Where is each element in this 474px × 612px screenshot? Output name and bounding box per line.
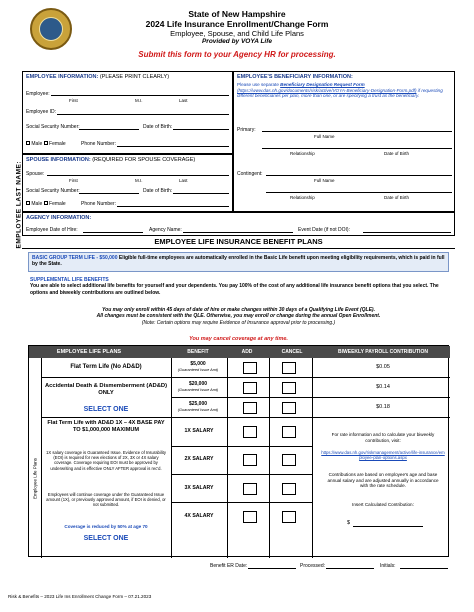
- cancel-checkbox-3x[interactable]: [282, 483, 296, 495]
- salary-option-2x: 2X SALARY: [184, 456, 214, 462]
- contribution-basis-text: Contributions are based on employee's age and base annual salary and are adjusted annually in accordance with the rate schedule.: [327, 472, 439, 489]
- contingent-details-field[interactable]: [266, 192, 452, 193]
- spouse-name-label: Spouse:: [26, 171, 45, 177]
- cancel-checkbox-4x[interactable]: [282, 511, 296, 523]
- calculated-contribution-label: Insert Calculated Contribution:: [352, 502, 414, 507]
- basic-life-label: BASIC GROUP TERM LIFE - $50,000: [32, 255, 118, 261]
- employee-ssn-label: Social Security Number:: [26, 124, 80, 130]
- salary-option-1x: 1X SALARY: [184, 428, 214, 434]
- employee-phone-field[interactable]: [117, 146, 229, 147]
- employee-dob-field[interactable]: [173, 129, 229, 130]
- spouse-first-caption: First: [69, 178, 78, 183]
- primary-dob-caption: Date of Birth: [384, 151, 410, 156]
- female-label: Female: [49, 141, 66, 147]
- enrollment-rule-1: You may only enroll within 45 days of date of hire or make changes within 30 days of a Qualifying Life Event (QLE).: [102, 307, 375, 313]
- last-caption: Last: [179, 98, 188, 103]
- supplemental-label: SUPPLEMENTAL LIFE BENEFITS: [30, 277, 109, 283]
- spouse-dob-field[interactable]: [173, 193, 229, 194]
- rate-info-link[interactable]: https://www.das.nh.gov/riskmanagement/active/life-insurance/employee-plan-options.aspx: [321, 450, 445, 461]
- employee-dob-label: Date of Birth:: [143, 124, 173, 130]
- add-checkbox-2x[interactable]: [243, 454, 257, 466]
- spouse-ssn-label: Social Security Number:: [26, 188, 80, 194]
- cancel-checkbox-flat-term[interactable]: [282, 362, 296, 374]
- employee-name-label: Employee:: [26, 91, 50, 97]
- life-plans-table: [28, 345, 449, 557]
- event-date-label: Event Date (if not DOI):: [298, 227, 350, 233]
- select-one-salary: SELECT ONE: [83, 535, 129, 542]
- contingent-name-field[interactable]: [266, 175, 452, 176]
- spouse-name-field[interactable]: [47, 175, 229, 176]
- salary-plan-title: Flat Term Life with AD&D 1X – 4X BASE PAY TO $1,000,000 MAXIMUM: [47, 420, 165, 433]
- salary-option-3x: 3X SALARY: [184, 485, 214, 491]
- supplemental-section: [30, 277, 448, 296]
- processed-label: Processed:: [300, 563, 326, 569]
- add-checkbox-add-20000[interactable]: [243, 382, 257, 394]
- agency-name-field[interactable]: [183, 232, 293, 233]
- benefit-20000: $20,000: [188, 381, 208, 387]
- contingent-relationship-caption: Relationship: [290, 195, 315, 200]
- employee-info-note: (PLEASE PRINT CLEARLY): [99, 74, 170, 80]
- agency-heading: AGENCY INFORMATION:: [26, 215, 92, 221]
- spouse-phone-label: Phone Number:: [81, 201, 117, 207]
- salary-continuation-description: Employees will continue coverage under the Guaranteed Issue amount (1X), or previously approved amount, if EOI is denied, or not submitted.: [46, 492, 166, 508]
- employee-name-field[interactable]: [51, 95, 229, 96]
- benefit-er-date-field[interactable]: [248, 568, 296, 569]
- event-date-field[interactable]: [363, 232, 451, 233]
- cancel-checkbox-add-25000[interactable]: [282, 402, 296, 414]
- form-subtitle: Employee, Spouse, and Child Life Plans: [170, 29, 304, 38]
- cancel-checkbox-add-20000[interactable]: [282, 382, 296, 394]
- beneficiary-heading: EMPLOYEE'S BENEFICIARY INFORMATION:: [237, 74, 353, 80]
- mi-caption: M.I.: [135, 98, 143, 103]
- contingent-label: Contingent:: [237, 171, 263, 177]
- cancel-checkbox-2x[interactable]: [282, 454, 296, 466]
- processed-field[interactable]: [326, 568, 374, 569]
- spouse-mi-caption: M.I.: [135, 178, 143, 183]
- guaranteed-note: (Guaranteed Issue Amt): [177, 368, 219, 372]
- primary-full-name-caption: Full Name: [314, 134, 335, 139]
- form-title-state: State of New Hampshire: [188, 9, 286, 19]
- basic-life-text: Eligible full-time employees are automatically enrolled in the Basic Life benefit upon meeting eligibility requirements, which is paid in full by the State.: [32, 255, 445, 268]
- rate-info-text: For rate information and to calculate your biweekly contribution, visit:: [331, 432, 435, 443]
- contribution-add-25000: $0.18: [376, 404, 390, 410]
- guaranteed-note: (Guaranteed Issue Amt): [177, 388, 219, 392]
- dollar-sign: $: [347, 520, 351, 526]
- spouse-info-section: [22, 154, 233, 212]
- spouse-info-heading: SPOUSE INFORMATION:: [26, 157, 91, 163]
- beneficiary-text-a: Please use separate: [237, 82, 279, 87]
- salary-eoi-description: 1X salary coverage is Guaranteed Issue. Evidence of Insurability (EOI) is required for new elections of 2X, 3X or 4X salary coverage. Coverage requiring EOI must be approved by underwriting and is effective ONLY AFTER approval is rec'd.: [46, 450, 166, 471]
- spouse-last-caption: Last: [179, 178, 188, 183]
- initials-label: Initials:: [380, 563, 396, 569]
- employee-phone-label: Phone Number:: [81, 141, 117, 147]
- spouse-dob-label: Date of Birth:: [143, 188, 173, 194]
- submit-instruction: Submit this form to your Agency HR for processing.: [138, 50, 336, 59]
- benefit-er-date-label: Benefit ER Date:: [210, 563, 248, 569]
- add-checkbox-3x[interactable]: [243, 483, 257, 495]
- initials-field[interactable]: [400, 568, 448, 569]
- enrollment-rules: [22, 307, 455, 326]
- spouse-female-checkbox[interactable]: [44, 201, 48, 205]
- contingent-dob-caption: Date of Birth: [384, 195, 410, 200]
- footer-text: Risk & Benefits – 2023 Life Ins Enrollment Change Form – 07.21.2023: [8, 594, 152, 599]
- header-cancel: CANCEL: [272, 349, 312, 355]
- basic-life-banner: [28, 252, 449, 272]
- header-plans: EMPLOYEE LIFE PLANS: [39, 349, 139, 355]
- spouse-ssn-field[interactable]: [79, 193, 139, 194]
- spouse-female-label: Female: [49, 201, 66, 207]
- form-title: 2024 Life Insurance Enrollment/Change Form: [145, 19, 329, 29]
- guaranteed-note: (Guaranteed Issue Amt): [177, 408, 219, 412]
- employee-id-label: Employee ID:: [26, 109, 57, 115]
- benefit-25000: $25,000: [188, 401, 208, 407]
- employee-life-plans-side-label: Employee Life Plans: [32, 457, 38, 500]
- agency-name-label: Agency Name:: [149, 227, 182, 233]
- header-contribution: BIWEEKLY PAYROLL CONTRIBUTION: [319, 349, 447, 355]
- female-checkbox[interactable]: [44, 141, 48, 145]
- spouse-phone-field[interactable]: [117, 206, 229, 207]
- primary-label: Primary:: [237, 127, 256, 133]
- add-checkbox-add-25000[interactable]: [243, 402, 257, 414]
- add-checkbox-flat-term[interactable]: [243, 362, 257, 374]
- contribution-flat-term: $0.05: [376, 364, 390, 370]
- male-label: Male: [31, 141, 43, 147]
- employee-info-section: [22, 71, 233, 154]
- add-checkbox-4x[interactable]: [243, 511, 257, 523]
- plan-add-only: Accidental Death & Dismemberment (AD&D) ONLY: [44, 383, 168, 396]
- supplemental-text: You are able to select additional life benefits for yourself and your dependents. You pay 100% of the cost of any additional life insurance benefit options that you select. The options and biweekly contributions are outlined below.: [30, 283, 439, 296]
- calculated-contribution-field[interactable]: [353, 526, 423, 527]
- employee-id-field[interactable]: [57, 114, 229, 115]
- benefit-5000: $5,000: [190, 361, 206, 367]
- select-one-add: SELECT ONE: [83, 406, 129, 413]
- primary-relationship-caption: Relationship: [290, 151, 315, 156]
- employee-ssn-field[interactable]: [79, 129, 139, 130]
- male-checkbox[interactable]: [26, 141, 30, 145]
- spouse-male-checkbox[interactable]: [26, 201, 30, 205]
- contribution-add-20000: $0.14: [376, 384, 390, 390]
- beneficiary-form-link[interactable]: Beneficiary Designation Request Form: [280, 82, 365, 87]
- plan-flat-term-life: Flat Term Life (No AD&D): [70, 364, 142, 370]
- employee-info-heading: EMPLOYEE INFORMATION:: [26, 74, 99, 80]
- first-caption: First: [69, 98, 78, 103]
- agency-info-section: [22, 212, 455, 236]
- primary-name-field[interactable]: [262, 131, 452, 132]
- header-add: ADD: [232, 349, 262, 355]
- add-checkbox-1x[interactable]: [243, 426, 257, 438]
- provided-by: Provided by VOYA Life: [201, 38, 273, 45]
- hire-date-field[interactable]: [83, 232, 143, 233]
- beneficiary-form-url[interactable]: (https://www.das.nh.gov/documents/risk/active/VOYA-Beneficiary-Designation-Form.pdf): [237, 87, 417, 93]
- salary-option-4x: 4X SALARY: [184, 513, 214, 519]
- hire-date-label: Employee Date of Hire:: [26, 227, 78, 233]
- age-70-reduction: Coverage is reduced by 50% at age 70: [64, 524, 148, 529]
- enrollment-rule-2: All changes must be consistent with the QLE. Otherwise, you may enroll or change during the annual Open Enrollment.: [96, 313, 381, 320]
- cancel-checkbox-1x[interactable]: [282, 426, 296, 438]
- contingent-full-name-caption: Full Name: [314, 178, 335, 183]
- spouse-male-label: Male: [31, 201, 43, 207]
- beneficiary-section: [233, 71, 455, 212]
- plans-title: EMPLOYEE LIFE INSURANCE BENEFIT PLANS: [22, 237, 455, 249]
- employee-last-name-label: EMPLOYEE LAST NAME:: [15, 160, 23, 249]
- spouse-info-note: (REQUIRED FOR SPOUSE COVERAGE): [92, 157, 196, 163]
- cancel-any-time-note: You may cancel coverage at any time.: [189, 336, 288, 342]
- eoi-note: (Note: Certain options may require Evidence of Insurance approval prior to processing.): [141, 319, 336, 326]
- beneficiary-text-b: if requesting different beneficiaries per plan, more than one, or are specifying a trust as the beneficiary.: [237, 87, 443, 99]
- header-benefit: BENEFIT: [173, 349, 223, 355]
- primary-details-field[interactable]: [262, 148, 452, 149]
